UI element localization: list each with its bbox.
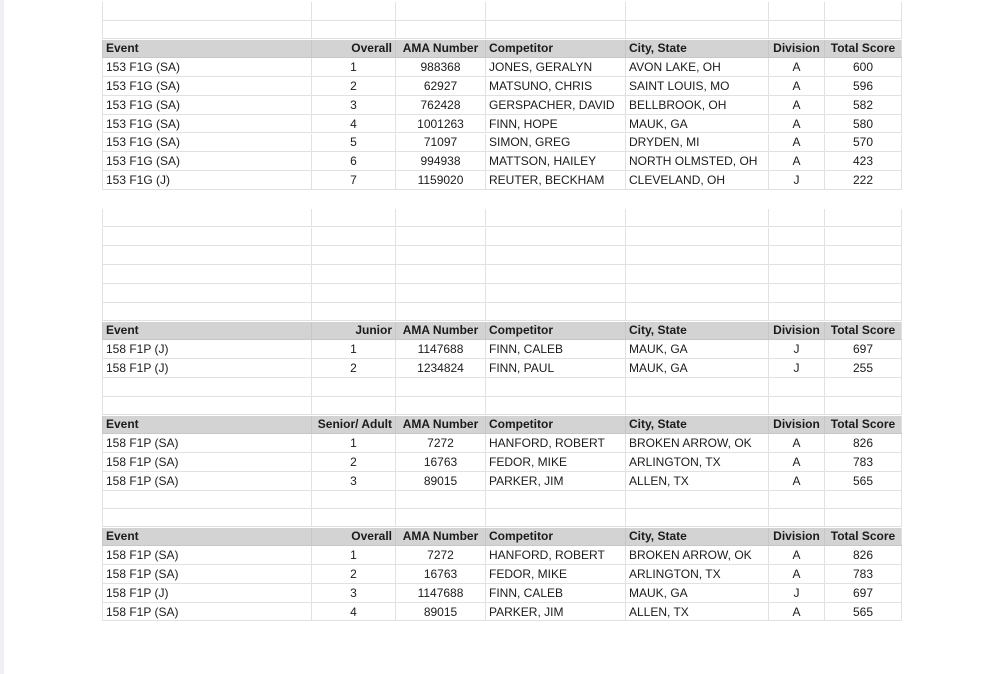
table-row <box>102 96 902 115</box>
cell-city-state[interactable]: BELLBROOK, OH <box>625 96 768 114</box>
table-header-row <box>102 322 902 341</box>
empty-row <box>102 209 902 228</box>
cell-placing[interactable]: 5 <box>311 134 395 152</box>
empty-cell[interactable] <box>395 284 485 302</box>
empty-cell[interactable] <box>625 490 768 508</box>
cell-total-score[interactable]: 826 <box>824 546 902 564</box>
header-city-state[interactable]: City, State <box>625 528 768 546</box>
table-row <box>102 152 902 171</box>
cell-division[interactable]: J <box>768 359 824 377</box>
empty-cell[interactable] <box>395 209 485 227</box>
empty-cell[interactable] <box>625 509 768 527</box>
empty-row <box>102 397 902 416</box>
cell-competitor[interactable]: GERSPACHER, DAVID <box>485 96 625 114</box>
cell-division[interactable]: A <box>768 453 824 471</box>
empty-cell[interactable] <box>102 303 311 321</box>
table-header-row <box>102 528 902 547</box>
empty-cell[interactable] <box>824 490 902 508</box>
header-event[interactable]: Event <box>102 322 311 340</box>
empty-cell[interactable] <box>311 397 395 415</box>
empty-cell[interactable] <box>824 397 902 415</box>
empty-cell[interactable] <box>311 378 395 396</box>
empty-cell[interactable] <box>102 228 311 246</box>
empty-cell[interactable] <box>768 228 824 246</box>
header-ama-number[interactable]: AMA Number <box>395 322 485 340</box>
empty-cell[interactable] <box>485 490 625 508</box>
cell-placing[interactable]: 1 <box>311 58 395 76</box>
empty-cell[interactable] <box>311 21 395 39</box>
cell-total-score[interactable]: 826 <box>824 434 902 452</box>
empty-row <box>102 378 902 397</box>
empty-cell[interactable] <box>768 246 824 264</box>
cell-placing[interactable]: 4 <box>311 603 395 621</box>
table-row <box>102 171 902 190</box>
empty-cell[interactable] <box>311 209 395 227</box>
cell-placing[interactable]: 6 <box>311 152 395 170</box>
cell-placing[interactable]: 2 <box>311 453 395 471</box>
table-row <box>102 434 902 453</box>
cell-placing[interactable]: 7 <box>311 171 395 189</box>
table-row <box>102 77 902 96</box>
empty-row <box>102 490 902 509</box>
cell-city-state[interactable]: ARLINGTON, TX <box>625 453 768 471</box>
empty-cell[interactable] <box>102 284 311 302</box>
empty-row <box>102 284 902 303</box>
cell-division[interactable]: J <box>768 171 824 189</box>
cell-event[interactable]: 158 F1P (SA) <box>102 546 311 564</box>
header-placing[interactable]: Overall <box>311 40 395 58</box>
table-row <box>102 134 902 153</box>
cell-total-score[interactable]: 565 <box>824 472 902 490</box>
empty-row <box>102 228 902 247</box>
cell-event[interactable]: 153 F1G (SA) <box>102 96 311 114</box>
cell-competitor[interactable]: HANFORD, ROBERT <box>485 434 625 452</box>
cell-division[interactable]: A <box>768 58 824 76</box>
empty-cell[interactable] <box>102 246 311 264</box>
empty-cell[interactable] <box>395 490 485 508</box>
cell-total-score[interactable]: 570 <box>824 134 902 152</box>
table-row <box>102 584 902 603</box>
empty-cell[interactable] <box>311 265 395 283</box>
cell-division[interactable]: A <box>768 603 824 621</box>
cell-competitor[interactable]: FINN, CALEB <box>485 340 625 358</box>
header-placing[interactable]: Overall <box>311 528 395 546</box>
empty-cell[interactable] <box>768 303 824 321</box>
table-header-row <box>102 416 902 435</box>
cell-placing[interactable]: 2 <box>311 359 395 377</box>
cell-placing[interactable]: 3 <box>311 96 395 114</box>
cell-competitor[interactable]: FINN, CALEB <box>485 584 625 602</box>
empty-cell[interactable] <box>625 2 768 20</box>
empty-cell[interactable] <box>768 490 824 508</box>
cell-city-state[interactable]: SAINT LOUIS, MO <box>625 77 768 95</box>
empty-cell[interactable] <box>768 209 824 227</box>
empty-cell[interactable] <box>311 2 395 20</box>
cell-event[interactable]: 153 F1G (SA) <box>102 115 311 133</box>
empty-row <box>102 246 902 265</box>
cell-division[interactable]: A <box>768 472 824 490</box>
header-city-state[interactable]: City, State <box>625 322 768 340</box>
header-ama-number[interactable]: AMA Number <box>395 416 485 434</box>
cell-placing[interactable]: 1 <box>311 546 395 564</box>
empty-cell[interactable] <box>768 397 824 415</box>
empty-cell[interactable] <box>625 246 768 264</box>
empty-cell[interactable] <box>485 228 625 246</box>
header-competitor[interactable]: Competitor <box>485 528 625 546</box>
cell-ama-number[interactable]: 71097 <box>395 134 485 152</box>
empty-cell[interactable] <box>485 209 625 227</box>
empty-cell[interactable] <box>824 303 902 321</box>
empty-cell[interactable] <box>102 378 311 396</box>
cell-division[interactable]: A <box>768 115 824 133</box>
header-competitor[interactable]: Competitor <box>485 322 625 340</box>
cell-competitor[interactable]: FINN, HOPE <box>485 115 625 133</box>
cell-competitor[interactable]: MATSUNO, CHRIS <box>485 77 625 95</box>
empty-cell[interactable] <box>768 378 824 396</box>
cell-competitor[interactable]: PARKER, JIM <box>485 472 625 490</box>
empty-cell[interactable] <box>824 378 902 396</box>
cell-event[interactable]: 153 F1G (SA) <box>102 152 311 170</box>
empty-cell[interactable] <box>768 265 824 283</box>
empty-cell[interactable] <box>625 303 768 321</box>
cell-ama-number[interactable]: 988368 <box>395 58 485 76</box>
empty-row <box>102 509 902 528</box>
cell-division[interactable]: A <box>768 96 824 114</box>
cell-competitor[interactable]: FEDOR, MIKE <box>485 565 625 583</box>
cell-ama-number[interactable]: 7272 <box>395 546 485 564</box>
header-total-score[interactable]: Total Score <box>824 416 902 434</box>
empty-cell[interactable] <box>102 490 311 508</box>
cell-division[interactable]: A <box>768 434 824 452</box>
header-placing[interactable]: Senior/ Adult <box>311 416 395 434</box>
spreadsheet-page <box>4 0 1000 674</box>
empty-cell[interactable] <box>625 265 768 283</box>
table-header-row <box>102 40 902 59</box>
header-ama-number[interactable]: AMA Number <box>395 40 485 58</box>
cell-total-score[interactable]: 582 <box>824 96 902 114</box>
cell-event[interactable]: 153 F1G (SA) <box>102 58 311 76</box>
cell-ama-number[interactable]: 1159020 <box>395 171 485 189</box>
empty-cell[interactable] <box>311 228 395 246</box>
empty-cell[interactable] <box>311 246 395 264</box>
cell-division[interactable]: A <box>768 565 824 583</box>
empty-cell[interactable] <box>625 209 768 227</box>
empty-cell[interactable] <box>485 397 625 415</box>
cell-city-state[interactable]: MAUK, GA <box>625 584 768 602</box>
cell-total-score[interactable]: 565 <box>824 603 902 621</box>
cell-competitor[interactable]: PARKER, JIM <box>485 603 625 621</box>
table-row <box>102 453 902 472</box>
cell-city-state[interactable]: ALLEN, TX <box>625 603 768 621</box>
empty-cell[interactable] <box>395 2 485 20</box>
cell-division[interactable]: A <box>768 152 824 170</box>
empty-cell[interactable] <box>102 265 311 283</box>
cell-placing[interactable]: 2 <box>311 565 395 583</box>
cell-total-score[interactable]: 423 <box>824 152 902 170</box>
empty-cell[interactable] <box>768 2 824 20</box>
cell-division[interactable]: A <box>768 77 824 95</box>
header-city-state[interactable]: City, State <box>625 40 768 58</box>
cell-ama-number[interactable]: 1001263 <box>395 115 485 133</box>
empty-cell[interactable] <box>485 284 625 302</box>
empty-row <box>102 2 902 21</box>
empty-cell[interactable] <box>395 228 485 246</box>
header-division[interactable]: Division <box>768 416 824 434</box>
empty-cell[interactable] <box>395 378 485 396</box>
empty-cell[interactable] <box>485 303 625 321</box>
empty-cell[interactable] <box>625 21 768 39</box>
cell-placing[interactable]: 4 <box>311 115 395 133</box>
cell-total-score[interactable]: 697 <box>824 340 902 358</box>
empty-cell[interactable] <box>311 490 395 508</box>
header-competitor[interactable]: Competitor <box>485 40 625 58</box>
cell-competitor[interactable]: FINN, PAUL <box>485 359 625 377</box>
cell-total-score[interactable]: 600 <box>824 58 902 76</box>
header-division[interactable]: Division <box>768 40 824 58</box>
cell-ama-number[interactable]: 89015 <box>395 603 485 621</box>
empty-cell[interactable] <box>485 265 625 283</box>
empty-cell[interactable] <box>395 246 485 264</box>
empty-cell[interactable] <box>824 209 902 227</box>
cell-event[interactable]: 158 F1P (SA) <box>102 434 311 452</box>
table-row <box>102 115 902 134</box>
cell-placing[interactable]: 1 <box>311 340 395 358</box>
table-row <box>102 58 902 77</box>
cell-total-score[interactable]: 580 <box>824 115 902 133</box>
cell-total-score[interactable]: 697 <box>824 584 902 602</box>
cell-ama-number[interactable]: 994938 <box>395 152 485 170</box>
cell-competitor[interactable]: FEDOR, MIKE <box>485 453 625 471</box>
cell-ama-number[interactable]: 16763 <box>395 565 485 583</box>
cell-event[interactable]: 158 F1P (J) <box>102 340 311 358</box>
empty-cell[interactable] <box>102 397 311 415</box>
cell-competitor[interactable]: JONES, GERALYN <box>485 58 625 76</box>
empty-row <box>102 303 902 322</box>
empty-cell[interactable] <box>768 509 824 527</box>
empty-cell[interactable] <box>485 21 625 39</box>
empty-cell[interactable] <box>824 509 902 527</box>
cell-event[interactable]: 158 F1P (SA) <box>102 565 311 583</box>
cell-competitor[interactable]: SIMON, GREG <box>485 134 625 152</box>
cell-ama-number[interactable]: 1147688 <box>395 584 485 602</box>
header-total-score[interactable]: Total Score <box>824 40 902 58</box>
cell-ama-number[interactable]: 1234824 <box>395 359 485 377</box>
cell-placing[interactable]: 2 <box>311 77 395 95</box>
table-row <box>102 603 902 622</box>
cell-placing[interactable]: 1 <box>311 434 395 452</box>
cell-city-state[interactable]: MAUK, GA <box>625 115 768 133</box>
header-event[interactable]: Event <box>102 40 311 58</box>
cell-total-score[interactable]: 596 <box>824 77 902 95</box>
table-row <box>102 340 902 359</box>
empty-cell[interactable] <box>395 303 485 321</box>
empty-cell[interactable] <box>625 228 768 246</box>
cell-event[interactable]: 158 F1P (J) <box>102 359 311 377</box>
header-competitor[interactable]: Competitor <box>485 416 625 434</box>
table-row <box>102 359 902 378</box>
empty-row <box>102 21 902 40</box>
empty-cell[interactable] <box>311 303 395 321</box>
empty-cell[interactable] <box>824 265 902 283</box>
empty-cell[interactable] <box>311 509 395 527</box>
empty-cell[interactable] <box>485 2 625 20</box>
cell-city-state[interactable]: MAUK, GA <box>625 359 768 377</box>
table-row <box>102 565 902 584</box>
cell-division[interactable]: A <box>768 546 824 564</box>
empty-cell[interactable] <box>102 21 311 39</box>
cell-city-state[interactable]: BROKEN ARROW, OK <box>625 434 768 452</box>
empty-row <box>102 265 902 284</box>
cell-ama-number[interactable]: 762428 <box>395 96 485 114</box>
cell-ama-number[interactable]: 16763 <box>395 453 485 471</box>
cell-ama-number[interactable]: 62927 <box>395 77 485 95</box>
empty-cell[interactable] <box>625 378 768 396</box>
cell-division[interactable]: J <box>768 584 824 602</box>
cell-event[interactable]: 153 F1G (J) <box>102 171 311 189</box>
cell-placing[interactable]: 3 <box>311 584 395 602</box>
header-total-score[interactable]: Total Score <box>824 322 902 340</box>
header-division[interactable]: Division <box>768 322 824 340</box>
empty-cell[interactable] <box>102 209 311 227</box>
cell-competitor[interactable]: MATTSON, HAILEY <box>485 152 625 170</box>
cell-ama-number[interactable]: 7272 <box>395 434 485 452</box>
cell-city-state[interactable]: ALLEN, TX <box>625 472 768 490</box>
cell-city-state[interactable]: BROKEN ARROW, OK <box>625 546 768 564</box>
cell-competitor[interactable]: REUTER, BECKHAM <box>485 171 625 189</box>
cell-division[interactable]: A <box>768 134 824 152</box>
cell-event[interactable]: 153 F1G (SA) <box>102 77 311 95</box>
table-row <box>102 546 902 565</box>
cell-total-score[interactable]: 255 <box>824 359 902 377</box>
cell-ama-number[interactable]: 1147688 <box>395 340 485 358</box>
cell-total-score[interactable]: 222 <box>824 171 902 189</box>
empty-cell[interactable] <box>625 397 768 415</box>
empty-cell[interactable] <box>824 21 902 39</box>
cell-city-state[interactable]: MAUK, GA <box>625 340 768 358</box>
table-row <box>102 472 902 491</box>
cell-event[interactable]: 158 F1P (J) <box>102 584 311 602</box>
empty-cell[interactable] <box>824 246 902 264</box>
cell-total-score[interactable]: 783 <box>824 565 902 583</box>
cell-placing[interactable]: 3 <box>311 472 395 490</box>
empty-cell[interactable] <box>395 21 485 39</box>
cell-total-score[interactable]: 783 <box>824 453 902 471</box>
header-city-state[interactable]: City, State <box>625 416 768 434</box>
cell-event[interactable]: 158 F1P (SA) <box>102 453 311 471</box>
cell-division[interactable]: J <box>768 340 824 358</box>
empty-cell[interactable] <box>485 509 625 527</box>
empty-cell[interactable] <box>311 284 395 302</box>
empty-cell[interactable] <box>395 509 485 527</box>
empty-cell[interactable] <box>485 246 625 264</box>
cell-competitor[interactable]: HANFORD, ROBERT <box>485 546 625 564</box>
empty-cell[interactable] <box>824 2 902 20</box>
cell-event[interactable]: 153 F1G (SA) <box>102 134 311 152</box>
empty-cell[interactable] <box>395 265 485 283</box>
header-division[interactable]: Division <box>768 528 824 546</box>
cell-city-state[interactable]: ARLINGTON, TX <box>625 565 768 583</box>
empty-cell[interactable] <box>768 284 824 302</box>
header-placing[interactable]: Junior <box>311 322 395 340</box>
cell-city-state[interactable]: DRYDEN, MI <box>625 134 768 152</box>
header-total-score[interactable]: Total Score <box>824 528 902 546</box>
empty-cell[interactable] <box>102 2 311 20</box>
cell-city-state[interactable]: CLEVELAND, OH <box>625 171 768 189</box>
empty-cell[interactable] <box>824 228 902 246</box>
cell-event[interactable]: 158 F1P (SA) <box>102 472 311 490</box>
cell-ama-number[interactable]: 89015 <box>395 472 485 490</box>
header-ama-number[interactable]: AMA Number <box>395 528 485 546</box>
empty-cell[interactable] <box>824 284 902 302</box>
cell-city-state[interactable]: NORTH OLMSTED, OH <box>625 152 768 170</box>
empty-cell[interactable] <box>485 378 625 396</box>
empty-cell[interactable] <box>768 21 824 39</box>
empty-cell[interactable] <box>102 509 311 527</box>
cell-event[interactable]: 158 F1P (SA) <box>102 603 311 621</box>
empty-cell[interactable] <box>625 284 768 302</box>
empty-cell[interactable] <box>395 397 485 415</box>
header-event[interactable]: Event <box>102 416 311 434</box>
header-event[interactable]: Event <box>102 528 311 546</box>
cell-city-state[interactable]: AVON LAKE, OH <box>625 58 768 76</box>
